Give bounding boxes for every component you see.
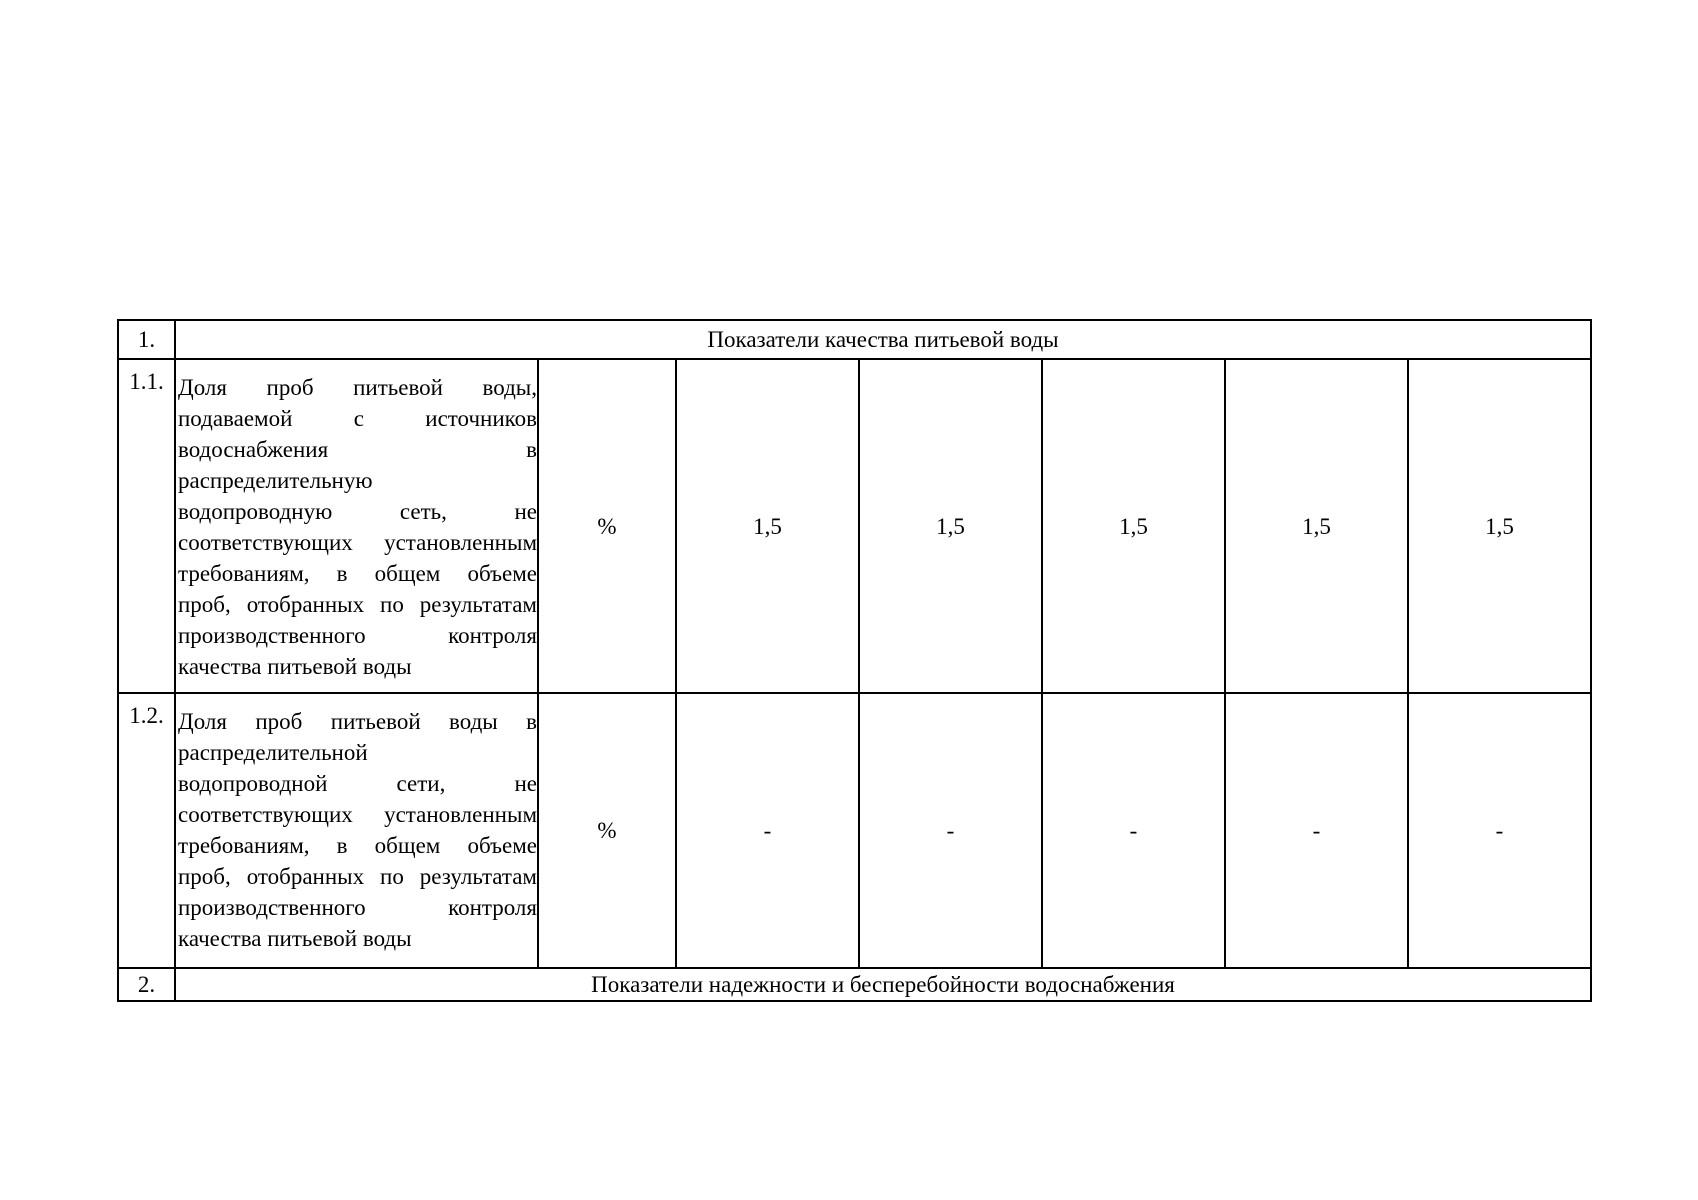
description-line: подаваемой с источников	[178, 406, 537, 431]
description-line: проб, отобранных по результатам	[178, 592, 537, 617]
description-line: соответствующих установленным	[178, 802, 537, 827]
description-line: производственного контроля	[178, 623, 537, 648]
row-description	[175, 359, 538, 693]
row-value: 1,5	[859, 359, 1042, 693]
row-number: 1.2.	[118, 693, 175, 968]
section-title: Показатели качества питьевой воды	[175, 320, 1591, 359]
row-value: -	[1408, 693, 1591, 968]
description-line: водопроводной сети, не	[178, 771, 537, 796]
row-value: 1,5	[1225, 359, 1408, 693]
row-number: 1.1.	[118, 359, 175, 693]
section-title: Показатели надежности и бесперебойности водоснабжения	[175, 968, 1591, 1001]
row-description	[175, 693, 538, 968]
row-value: -	[1225, 693, 1408, 968]
description-line: распределительной	[178, 740, 368, 765]
description-line: требованиям, в общем объеме	[178, 561, 537, 586]
table-row	[118, 693, 1591, 968]
row-value: -	[1042, 693, 1225, 968]
section-row-1	[118, 320, 1591, 359]
table-row	[118, 359, 1591, 693]
description-line: Доля проб питьевой воды,	[178, 375, 537, 400]
row-unit: %	[538, 693, 676, 968]
row-value: -	[859, 693, 1042, 968]
description-line: качества питьевой воды	[178, 654, 412, 679]
row-value: 1,5	[1408, 359, 1591, 693]
row-value: -	[676, 693, 859, 968]
description-line: соответствующих установленным	[178, 530, 537, 555]
description-line: распределительную	[178, 468, 373, 493]
row-value: 1,5	[1042, 359, 1225, 693]
row-value: 1,5	[676, 359, 859, 693]
description-line: проб, отобранных по результатам	[178, 864, 537, 889]
section-number: 2.	[118, 968, 175, 1001]
description-line: Доля проб питьевой воды в	[178, 709, 537, 734]
section-number: 1.	[118, 320, 175, 359]
description-line: водоснабжения в	[178, 437, 537, 462]
indicators-table	[117, 319, 1592, 1002]
description-line: требованиям, в общем объеме	[178, 833, 537, 858]
section-row-2	[118, 968, 1591, 1001]
row-unit: %	[538, 359, 676, 693]
description-line: водопроводную сеть, не	[178, 499, 537, 524]
description-line: производственного контроля	[178, 895, 537, 920]
description-line: качества питьевой воды	[178, 926, 412, 951]
